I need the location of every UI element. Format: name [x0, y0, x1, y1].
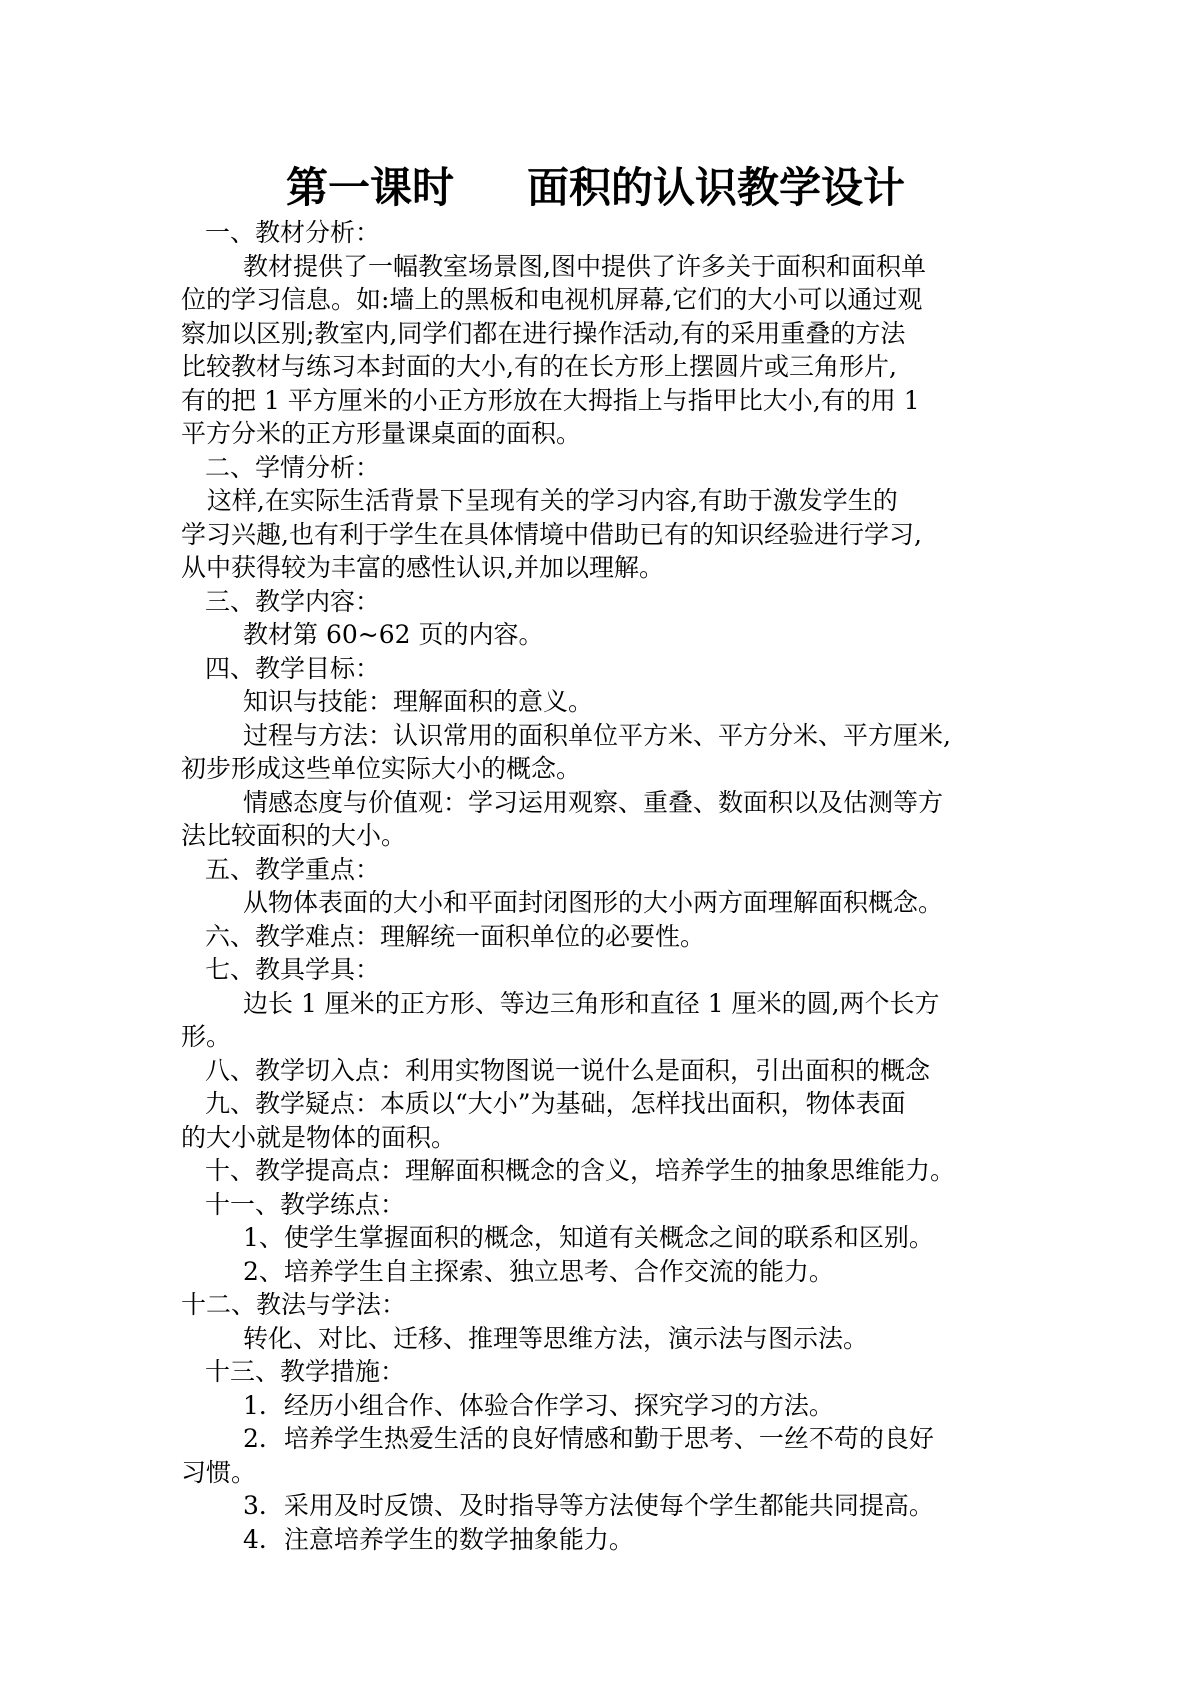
- text-line: 从物体表面的大小和平面封闭图形的大小两方面理解面积概念。: [243, 888, 944, 917]
- text-line: 1、使学生掌握面积的概念，知道有关概念之间的联系和区别。: [243, 1223, 934, 1252]
- text-line: 九、教学疑点：本质以“大小”为基础，怎样找出面积，物体表面: [205, 1089, 906, 1118]
- text-line: 学习兴趣,也有利于学生在具体情境中借助已有的知识经验进行学习,: [181, 519, 922, 549]
- text-line: 转化、对比、迁移、推理等思维方法，演示法与图示法。: [243, 1323, 869, 1353]
- text-line: 形。: [181, 1022, 232, 1051]
- text-line: 从中获得较为丰富的感性认识,并加以理解。: [181, 553, 664, 582]
- text-line: 六、教学难点：理解统一面积单位的必要性。: [205, 921, 706, 951]
- text-line: 法比较面积的大小。: [181, 821, 407, 850]
- text-line: 七、教具学具：: [205, 955, 381, 984]
- page-title: 第一课时 面积的认识教学设计: [285, 163, 906, 212]
- text-line: 一、教材分析：: [205, 218, 381, 247]
- text-line: 十一、教学练点：: [205, 1189, 406, 1219]
- text-line: 三、教学内容：: [205, 586, 381, 616]
- text-line: 比较教材与练习本封面的大小,有的在长方形上摆圆片或三角形片,: [181, 352, 897, 381]
- text-line: 这样,在实际生活背景下呈现有关的学习内容,有助于激发学生的: [191, 486, 898, 515]
- text-line: 四、教学目标：: [205, 653, 381, 683]
- text-line: 知识与技能：理解面积的意义。: [243, 687, 594, 716]
- text-line: 二、学情分析：: [205, 452, 381, 482]
- text-line: 五、教学重点：: [205, 854, 381, 884]
- text-line: 4．注意培养学生的数学抽象能力。: [243, 1524, 634, 1554]
- text-line: 2．培养学生热爱生活的良好情感和勤于思考、一丝不苟的良好: [243, 1424, 934, 1453]
- text-line: 十、教学提高点：理解面积概念的含义，培养学生的抽象思维能力。: [205, 1156, 956, 1185]
- text-line: 情感态度与价值观：学习运用观察、重叠、数面积以及估测等方: [243, 787, 944, 817]
- text-line: 边长 1 厘米的正方形、等边三角形和直径 1 厘米的圆,两个长方: [243, 988, 940, 1018]
- text-line: 十三、教学措施：: [205, 1357, 406, 1386]
- document-body: [181, 216, 1031, 1556]
- text-line: 八、教学切入点：利用实物图说一说什么是面积，引出面积的概念: [205, 1055, 931, 1085]
- text-line: 十二、教法与学法：: [181, 1290, 407, 1319]
- text-line: 3．采用及时反馈、及时指导等方法使每个学生都能共同提高。: [243, 1491, 934, 1520]
- text-line: 过程与方法：认识常用的面积单位平方米、平方分米、平方厘米,: [243, 720, 951, 750]
- text-line: 有的把 1 平方厘米的小正方形放在大拇指上与指甲比大小,有的用 1: [181, 385, 920, 415]
- text-line: 平方分米的正方形量课桌面的面积。: [181, 419, 582, 448]
- text-line: 1．经历小组合作、体验合作学习、探究学习的方法。: [243, 1390, 834, 1420]
- text-line: 教材提供了一幅教室场景图,图中提供了许多关于面积和面积单: [243, 251, 926, 281]
- text-line: 的大小就是物体的面积。: [181, 1122, 457, 1152]
- text-line: 位的学习信息。如:墙上的黑板和电视机屏幕,它们的大小可以通过观: [181, 285, 923, 314]
- text-line: 2、培养学生自主探索、独立思考、合作交流的能力。: [243, 1256, 834, 1286]
- text-line: 习惯。: [181, 1457, 257, 1487]
- text-line: 察加以区别;教室内,同学们都在进行操作活动,有的采用重叠的方法: [181, 318, 906, 348]
- text-line: 教材第 60~62 页的内容。: [243, 620, 544, 649]
- text-line: 初步形成这些单位实际大小的概念。: [181, 754, 582, 783]
